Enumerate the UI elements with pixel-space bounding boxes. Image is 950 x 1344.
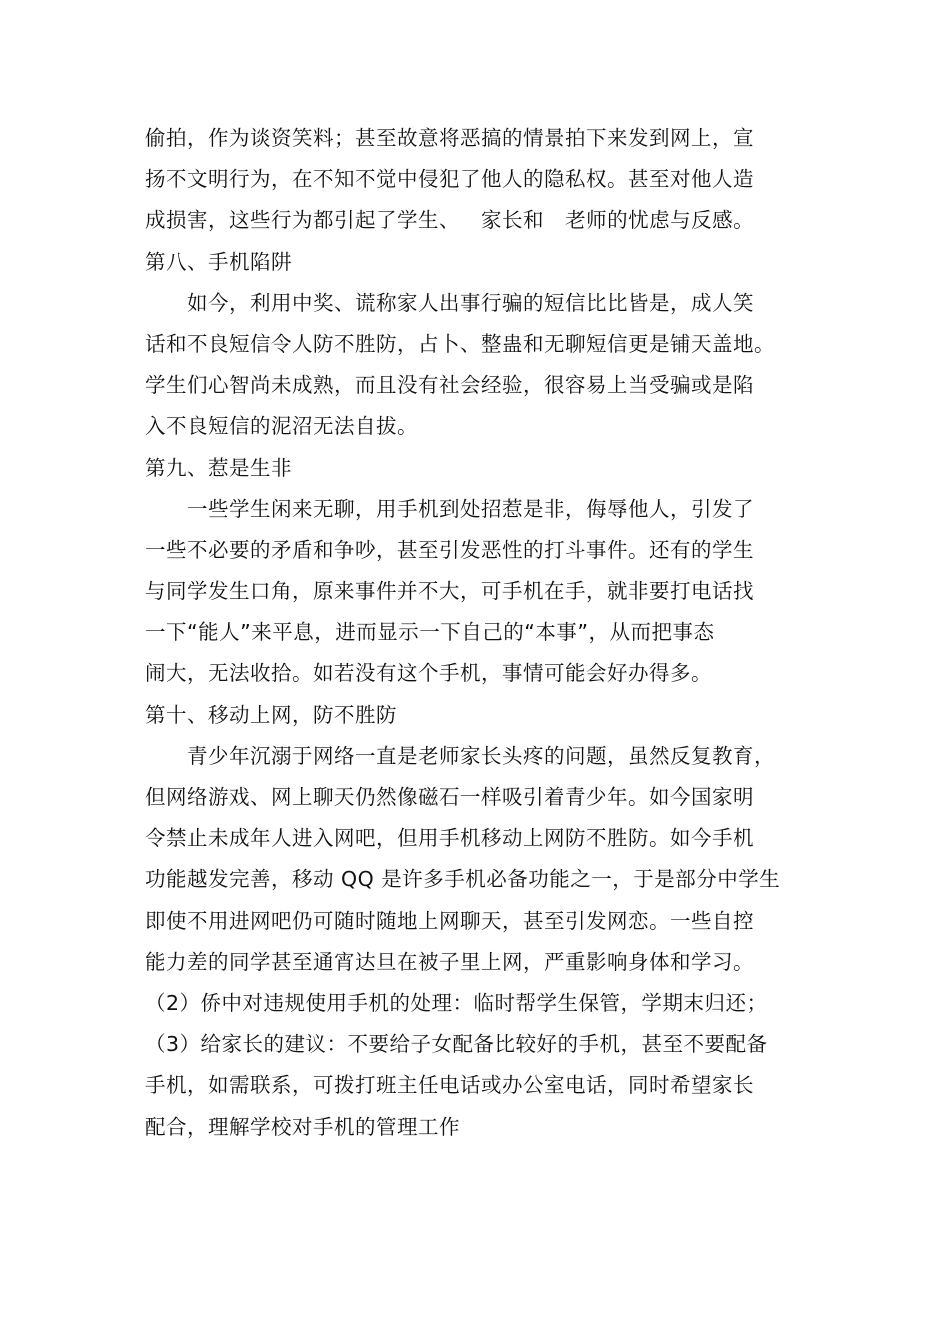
text-line: 手机，如需联系，可拨打班主任电话或办公室电话，同时希望家长 bbox=[145, 1073, 754, 1098]
text-line: 扬不文明行为，在不知不觉中侵犯了他人的隐私权。甚至对他人造 bbox=[145, 167, 754, 192]
document-body bbox=[145, 118, 845, 1148]
section-heading: 第八、手机陷阱 bbox=[145, 249, 292, 274]
text-line: 配合，理解学校对手机的管理工作 bbox=[145, 1114, 460, 1139]
text-line: 闹大，无法收拾。如若没有这个手机，事情可能会好办得多。 bbox=[145, 661, 712, 686]
text-line: 学生们心智尚未成熟，而且没有社会经验，很容易上当受骗或是陷 bbox=[145, 373, 754, 398]
numbered-item: （3）给家长的建议：不要给子女配备比较好的手机，甚至不要配备 bbox=[145, 1032, 768, 1057]
text-line: 偷拍，作为谈资笑料；甚至故意将恶搞的情景拍下来发到网上，宣 bbox=[145, 126, 754, 150]
paragraph-first-line: 青少年沉溺于网络一直是老师家长头疼的问题，虽然反复教育， bbox=[187, 743, 775, 768]
numbered-item: （2）侨中对违规使用手机的处理：临时帮学生保管，学期末归还； bbox=[145, 990, 768, 1015]
text-line: 成损害，这些行为都引起了学生、 家长和 老师的忧虑与反感。 bbox=[145, 208, 755, 233]
text-line: 功能越发完善，移动 QQ 是许多手机必备功能之一，于是部分中学生 bbox=[145, 867, 781, 892]
text-line: 一下“能人”来平息，进而显示一下自己的“本事”，从而把事态 bbox=[145, 620, 715, 645]
section-heading: 第十、移动上网，防不胜防 bbox=[145, 702, 397, 727]
text-line: 令禁止未成年人进入网吧，但用手机移动上网防不胜防。如今手机 bbox=[145, 826, 754, 851]
paragraph-first-line: 一些学生闲来无聊，用手机到处招惹是非，侮辱他人，引发了 bbox=[187, 496, 754, 521]
text-line: 话和不良短信令人防不胜防，占卜、整蛊和无聊短信更是铺天盖地。 bbox=[145, 331, 775, 356]
text-line: 但网络游戏、网上聊天仍然像磁石一样吸引着青少年。如今国家明 bbox=[145, 785, 754, 809]
section-heading: 第九、惹是生非 bbox=[145, 455, 292, 480]
text-line: 能力差的同学甚至通宵达旦在被子里上网，严重影响身体和学习。 bbox=[145, 949, 754, 974]
text-line: 入不良短信的泥沼无法自拔。 bbox=[145, 414, 418, 439]
paragraph-first-line: 如今，利用中奖、谎称家人出事行骗的短信比比皆是，成人笑 bbox=[187, 290, 754, 315]
text-line: 与同学发生口角，原来事件并不大，可手机在手，就非要打电话找 bbox=[145, 579, 754, 604]
text-line: 一些不必要的矛盾和争吵，甚至引发恶性的打斗事件。还有的学生 bbox=[145, 537, 754, 562]
text-line: 即使不用进网吧仍可随时随地上网聊天，甚至引发网恋。一些自控 bbox=[145, 908, 754, 933]
